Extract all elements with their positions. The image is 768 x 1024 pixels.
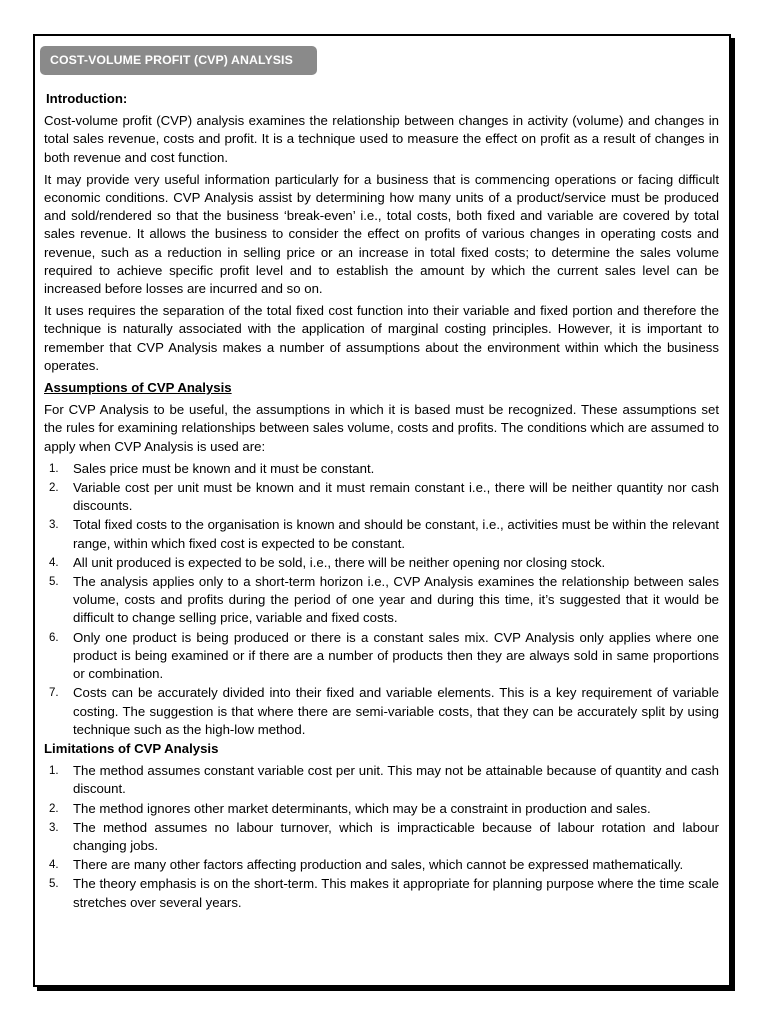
list-number: 6. xyxy=(49,631,59,644)
list-item xyxy=(44,762,719,798)
assumptions-intro: For CVP Analysis to be useful, the assumptions in which it is based must be recognized. These assumptions set the rules for examining relationships between sales volume, costs and profits. The conditions which are assumed to apply when CVP Analysis is used are: xyxy=(44,402,719,454)
list-item xyxy=(44,856,719,874)
list-item xyxy=(44,819,719,855)
list-number: 3. xyxy=(49,519,59,532)
list-text: All unit produced is expected to be sold, i.e., there will be neither opening nor closing stock. xyxy=(73,554,606,570)
intro-paragraph: It may provide very useful information particularly for a business that is commencing operations or facing difficult economic conditions. CVP Analysis assist by determining how many units of a product/service must be produced and sold/rendered so that the business ‘break-even’ i.e., total costs, both fixed and variable are covered by total sales revenue. It allows the business to consider the effect on profits of various changes in operating costs and revenue, such as a reduction in selling price or an increase in total fixed costs; to determine the sales volume required to achieve specific profit level and to establish the amount by which the current sales level can be increased before losses are incurred and so on. xyxy=(44,171,719,297)
list-number: 1. xyxy=(49,462,59,475)
list-item xyxy=(44,629,719,684)
list-item xyxy=(44,554,719,572)
list-number: 2. xyxy=(49,802,59,815)
intro-paragraph: It uses requires the separation of the total fixed cost function into their variable and fixed portion and therefore the technique is naturally associated with the application of marginal costing principles. However, it is important to remember that CVP Analysis makes a number of assumptions about the environment within which the business operates. xyxy=(44,303,719,373)
section-title-banner: COST-VOLUME PROFIT (CVP) ANALYSIS xyxy=(40,46,317,75)
document-body xyxy=(44,90,719,913)
list-item xyxy=(44,460,719,478)
list-number: 2. xyxy=(49,482,59,495)
introduction-heading: Introduction: xyxy=(46,91,128,106)
list-text: The method assumes no labour turnover, which is impracticable because of labour rotation and labour changing jobs. xyxy=(73,819,719,853)
list-number: 7. xyxy=(49,687,59,700)
assumptions-heading: Assumptions of CVP Analysis xyxy=(44,380,232,396)
limitations-list xyxy=(44,762,719,912)
list-item xyxy=(44,573,719,628)
list-item xyxy=(44,479,719,515)
limitations-heading: Limitations of CVP Analysis xyxy=(44,740,219,756)
list-text: Sales price must be known and it must be constant. xyxy=(73,460,375,476)
list-text: The method ignores other market determinants, which may be a constraint in production and sales. xyxy=(73,800,651,816)
list-text: Costs can be accurately divided into their fixed and variable elements. This is a key requirement of variable costing. The suggestion is that where there are semi-variable costs, that they can be accurately split by using technique such as the high-low method. xyxy=(73,685,719,737)
document-page xyxy=(33,34,731,987)
assumptions-list xyxy=(44,460,719,739)
list-number: 5. xyxy=(49,576,59,589)
list-text: The analysis applies only to a short-term horizon i.e., CVP Analysis examines the relationship between sales volume, costs and profits during the period of one year and during this time, it’s suggested that it would be difficult to change selling price, variable and fixed costs. xyxy=(73,574,719,626)
intro-paragraph: Cost-volume profit (CVP) analysis examines the relationship between changes in activity (volume) and changes in total sales revenue, costs and profit. It is a technique used to measure the effect on profit as a result of changes in both revenue and cost function. xyxy=(44,113,719,165)
list-text: Total fixed costs to the organisation is known and should be constant, i.e., activities must be within the relevant range, within which fixed cost is expected to be constant. xyxy=(73,517,719,551)
list-item xyxy=(44,800,719,818)
list-number: 5. xyxy=(49,878,59,891)
list-item xyxy=(44,516,719,552)
list-text: There are many other factors affecting production and sales, which cannot be expressed mathematically. xyxy=(73,857,684,873)
list-number: 1. xyxy=(49,765,59,778)
list-text: The method assumes constant variable cost per unit. This may not be attainable because of quantity and cash discount. xyxy=(73,763,719,797)
list-number: 3. xyxy=(49,821,59,834)
list-text: Variable cost per unit must be known and it must remain constant i.e., there will be neither quantity nor cash discounts. xyxy=(73,480,719,514)
list-text: Only one product is being produced or there is a constant sales mix. CVP Analysis only applies where one product is being examined or if there are a number of products then they are always sold in same proportions or combination. xyxy=(73,629,719,682)
list-number: 4. xyxy=(49,859,59,872)
list-number: 4. xyxy=(49,556,59,569)
list-item xyxy=(44,684,719,739)
list-item xyxy=(44,875,719,911)
list-text: The theory emphasis is on the short-term. This makes it appropriate for planning purpose where the time scale stretches over several years. xyxy=(73,876,719,910)
